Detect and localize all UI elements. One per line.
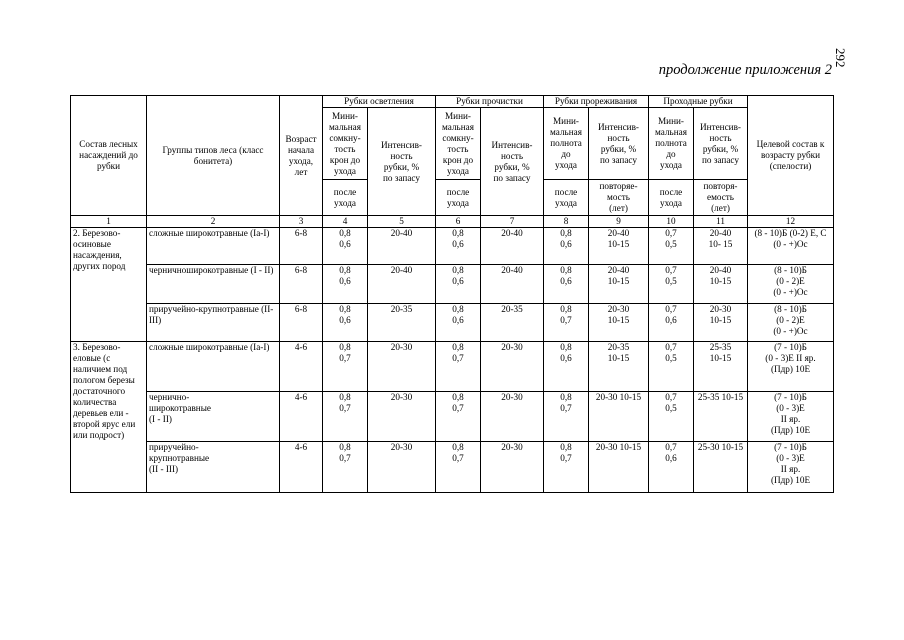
header-target-composition: Целевой состав к возрасту рубки (спелости) [748,96,834,216]
start-age: 4-6 [280,392,323,442]
column-number: 5 [368,216,436,228]
start-age: 6-8 [280,304,323,342]
header-after-care: после ухода [544,180,589,216]
stand-composition: 2. Березово-осиновые насаждения, других пород [71,228,147,342]
prochist-intensity: 20-30 [481,342,544,392]
osvetl-intensity: 20-35 [368,304,436,342]
prokhod-intensity: 20-30 10-15 [694,304,748,342]
column-number: 2 [147,216,280,228]
target-composition: (7 - 10)Б (0 - 3)Е II яр. (Пдр) 10Е [748,442,834,493]
header-after-care: после ухода [436,180,481,216]
column-number: 12 [748,216,834,228]
prorezh-fullness: 0,8 0,7 [544,304,589,342]
prorezh-intensity: 20-40 10-15 [589,228,649,265]
column-number: 7 [481,216,544,228]
header-group-prokhodnye: Проходные рубки [649,96,748,108]
osvetl-density: 0,8 0,7 [323,392,368,442]
header-after-care: после ухода [323,180,368,216]
header-min-fullness: Мини- мальная полнота до ухода [544,108,589,180]
prokhod-intensity: 20-40 10- 15 [694,228,748,265]
forest-type: черничноширокотравные (I - II) [147,265,280,304]
header-min-density: Мини- мальная сомкну- тость крон до ухода [436,108,481,180]
column-number-row [71,216,834,228]
forest-type: приручейно- крупнотравные (II - III) [147,442,280,493]
prokhod-fullness: 0,7 0,5 [649,392,694,442]
table-row [71,265,834,304]
header-min-fullness: Мини- мальная полнота до ухода [649,108,694,180]
forest-type: приручейно-крупнотравные (II-III) [147,304,280,342]
prorezh-fullness: 0,8 0,7 [544,442,589,493]
page-number: 292 [833,48,848,68]
prochist-intensity: 20-40 [481,265,544,304]
prochist-density: 0,8 0,7 [436,442,481,493]
header-group-prorezhivanie: Рубки прореживания [544,96,649,108]
prorezh-intensity: 20-30 10-15 [589,392,649,442]
start-age: 4-6 [280,342,323,392]
column-number: 3 [280,216,323,228]
osvetl-intensity: 20-40 [368,265,436,304]
prokhod-intensity: 20-40 10-15 [694,265,748,304]
prorezh-intensity: 20-30 10-15 [589,304,649,342]
header-repeatability: повторяе- мость (лет) [589,180,649,216]
header-composition: Состав лесных насаждений до рубки [71,96,147,216]
column-number: 1 [71,216,147,228]
target-composition: (8 - 10)Б (0-2) Е, С (0 - +)Ос [748,228,834,265]
prokhod-fullness: 0,7 0,5 [649,342,694,392]
prochist-density: 0,8 0,7 [436,392,481,442]
target-composition: (8 - 10)Б (0 - 2)Е (0 - +)Ос [748,304,834,342]
start-age: 4-6 [280,442,323,493]
header-intensity: Интенсив- ность рубки, % по запасу [368,108,436,216]
prorezh-fullness: 0,8 0,6 [544,342,589,392]
target-composition: (7 - 10)Б (0 - 3)Е II яр. (Пдр) 10Е [748,342,834,392]
table-row [71,392,834,442]
forest-care-table [70,95,834,493]
prochist-density: 0,8 0,6 [436,265,481,304]
forest-type: чернично- широкотравные (I - II) [147,392,280,442]
header-group-prochistka: Рубки прочистки [436,96,544,108]
column-number: 9 [589,216,649,228]
prochist-intensity: 20-35 [481,304,544,342]
column-number: 8 [544,216,589,228]
stand-composition: 3. Березово-еловые (с наличием под пологом березы достаточного количества деревьев ели - второй ярус ели или подрост) [71,342,147,493]
header-forest-type: Группы типов леса (класс бонитета) [147,96,280,216]
start-age: 6-8 [280,265,323,304]
prochist-intensity: 20-30 [481,442,544,493]
osvetl-intensity: 20-30 [368,342,436,392]
prorezh-fullness: 0,8 0,7 [544,392,589,442]
prorezh-fullness: 0,8 0,6 [544,265,589,304]
table-row [71,342,834,392]
column-number: 10 [649,216,694,228]
prochist-density: 0,8 0,6 [436,304,481,342]
column-number: 6 [436,216,481,228]
header-intensity: Интенсив- ность рубки, % по запасу [589,108,649,180]
header-repeatability: повторя- емость (лет) [694,180,748,216]
osvetl-density: 0,8 0,6 [323,304,368,342]
forest-type: сложные широкотравные (Iа-I) [147,342,280,392]
prokhod-intensity: 25-30 10-15 [694,442,748,493]
prochist-density: 0,8 0,7 [436,342,481,392]
osvetl-density: 0,8 0,7 [323,342,368,392]
osvetl-intensity: 20-40 [368,228,436,265]
prochist-intensity: 20-30 [481,392,544,442]
prokhod-fullness: 0,7 0,6 [649,442,694,493]
prorezh-intensity: 20-35 10-15 [589,342,649,392]
start-age: 6-8 [280,228,323,265]
prorezh-intensity: 20-30 10-15 [589,442,649,493]
prokhod-fullness: 0,7 0,5 [649,265,694,304]
forest-type: сложные широкотравные (Iа-I) [147,228,280,265]
prorezh-fullness: 0,8 0,6 [544,228,589,265]
header-intensity: Интенсив- ность рубки, % по запасу [694,108,748,180]
table-row [71,228,834,265]
target-composition: (7 - 10)Б (0 - 3)Е II яр. (Пдр) 10Е [748,392,834,442]
osvetl-density: 0,8 0,6 [323,265,368,304]
header-min-density: Мини- мальная сомкну- тость крон до ухода [323,108,368,180]
header-after-care: после ухода [649,180,694,216]
prochist-density: 0,8 0,6 [436,228,481,265]
prokhod-fullness: 0,7 0,5 [649,228,694,265]
header-intensity: Интенсив- ность рубки, % по запасу [481,108,544,216]
table-row [71,304,834,342]
target-composition: (8 - 10)Б (0 - 2)Е (0 - +)Ос [748,265,834,304]
prochist-intensity: 20-40 [481,228,544,265]
osvetl-intensity: 20-30 [368,442,436,493]
prokhod-fullness: 0,7 0,6 [649,304,694,342]
osvetl-intensity: 20-30 [368,392,436,442]
prokhod-intensity: 25-35 10-15 [694,392,748,442]
page-subtitle: продолжение приложения 2 [658,62,832,78]
header-group-osvetlenie: Рубки осветления [323,96,436,108]
column-number: 11 [694,216,748,228]
table-row [71,442,834,493]
osvetl-density: 0,8 0,7 [323,442,368,493]
prokhod-intensity: 25-35 10-15 [694,342,748,392]
prorezh-intensity: 20-40 10-15 [589,265,649,304]
column-number: 4 [323,216,368,228]
header-start-age: Возраст начала ухода, лет [280,96,323,216]
osvetl-density: 0,8 0,6 [323,228,368,265]
